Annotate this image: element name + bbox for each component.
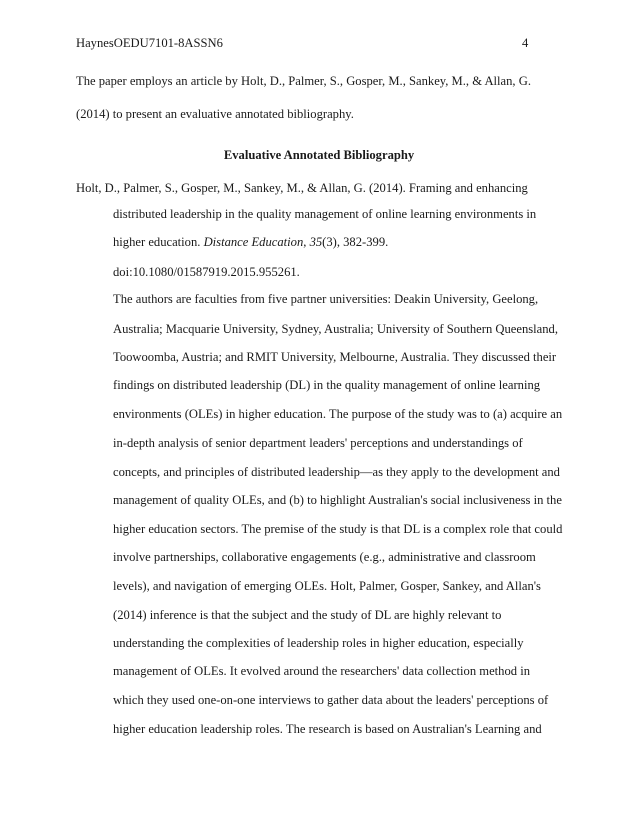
citation-line: Holt, D., Palmer, S., Gosper, M., Sankey, M., & Allan, G. (2014). Framing and enhancing: [76, 181, 528, 195]
body-line: environments (OLEs) in higher education. The purpose of the study was to (a) acquire an: [113, 407, 563, 421]
body-line: findings on distributed leadership (DL) in the quality management of online learning: [113, 378, 541, 392]
body-line: involve partnerships, collaborative engagements (e.g., administrative and classroom: [113, 550, 536, 564]
body-line: levels), and navigation of emerging OLEs. Holt, Palmer, Gosper, Sankey, and Allan's: [113, 579, 541, 593]
citation-line: distributed leadership in the quality management of online learning environments in: [113, 207, 537, 221]
section-heading: Evaluative Annotated Bibliography: [223, 148, 415, 162]
body-line: (2014) inference is that the subject and the study of DL are highly relevant to: [113, 608, 502, 622]
intro-line: The paper employs an article by Holt, D., Palmer, S., Gosper, M., Sankey, M., & Allan, G.: [76, 74, 531, 88]
intro-line: (2014) to present an evaluative annotated bibliography.: [76, 107, 354, 121]
body-line: higher education leadership roles. The research is based on Australian's Learning and: [113, 722, 542, 736]
body-line: management of OLEs. It evolved around the researchers' data collection method in: [113, 664, 531, 678]
running-head: HaynesOEDU7101-8ASSN6: [76, 36, 223, 50]
body-line: concepts, and principles of distributed leadership—as they apply to the development and: [113, 465, 560, 479]
body-line: Toowoomba, Austria; and RMIT University, Melbourne, Australia. They discussed their: [113, 350, 557, 364]
citation-text: ,: [303, 235, 310, 249]
body-line: which they used one-on-one interviews to gather data about the leaders' perceptions of: [113, 693, 549, 707]
citation-line: [113, 235, 388, 250]
journal-volume: 35: [309, 235, 323, 249]
citation-text: higher education.: [113, 235, 204, 249]
citation-text: (3), 382-399.: [322, 235, 389, 249]
page-number: 4: [522, 36, 529, 50]
citation-doi: doi:10.1080/01587919.2015.955261.: [113, 265, 300, 279]
journal-title: Distance Education: [203, 235, 304, 249]
body-line: in-depth analysis of senior department leaders' perceptions and understandings of: [113, 436, 523, 450]
body-line: The authors are faculties from five partner universities: Deakin University, Geelong,: [113, 292, 539, 306]
body-line: Australia; Macquarie University, Sydney, Australia; University of Southern Queensland,: [113, 322, 558, 336]
body-line: understanding the complexities of leadership roles in higher education, especially: [113, 636, 524, 650]
body-line: management of quality OLEs, and (b) to highlight Australian's social inclusiveness in the: [113, 493, 562, 507]
body-line: higher education sectors. The premise of the study is that DL is a complex role that could: [113, 522, 563, 536]
